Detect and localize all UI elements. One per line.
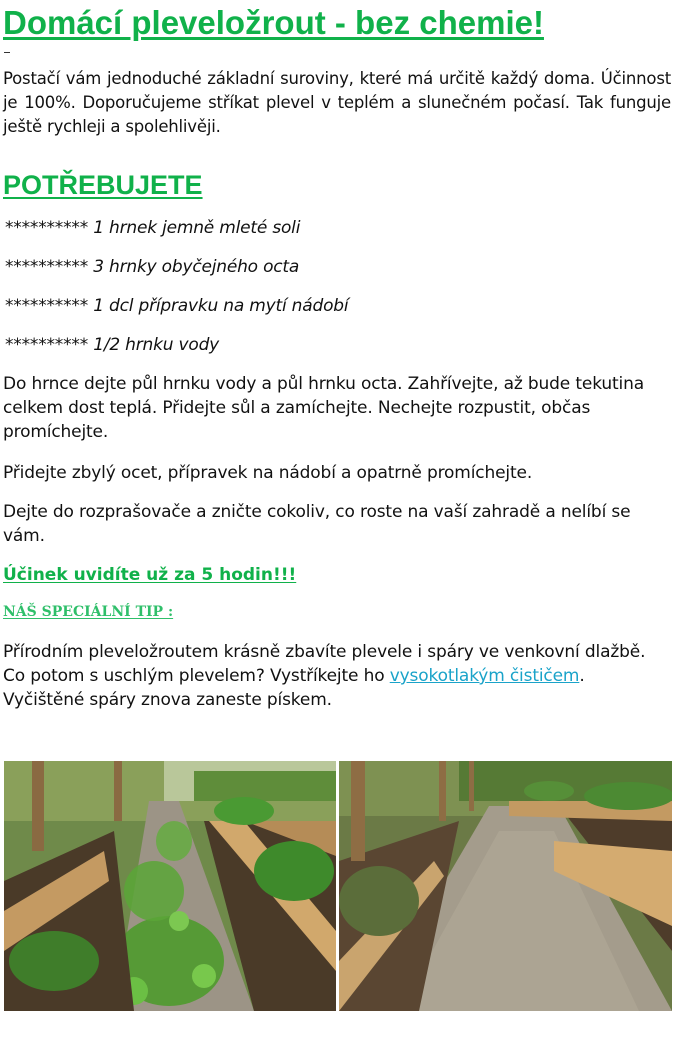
ingredient-item: ********** 1/2 hrnku vody (5, 335, 220, 355)
effect-highlight: Účinek uvidíte už za 5 hodin!!! (3, 565, 297, 585)
photo-before-weeds (4, 761, 336, 1011)
step-paragraph: Přidejte zbylý ocet, přípravek na nádobí a opatrně promíchejte. (3, 463, 533, 483)
tip-text-before: Přírodním pleveložroutem krásně zbavíte plevele i spáry ve venkovní dlažbě. Co potom s uschlým plevelem? Vystříkejte ho (3, 642, 646, 686)
tip-paragraph (3, 640, 671, 712)
ingredients-heading: POTŘEBUJETE (3, 170, 203, 200)
ingredient-item: ********** 3 hrnky obyčejného octa (5, 257, 300, 277)
intro-paragraph: Postačí vám jednoduché základní suroviny, které má určitě každý doma. Účinnost je 100%. Doporučujeme stříkat plevel v teplém a slunečném počasí. Tak funguje ještě rychleji a spolehlivěji. (3, 69, 671, 136)
ingredient-item: ********** 1 dcl přípravku na mytí nádobí (5, 296, 349, 316)
tip-text-after: . Vyčištěné spáry znova zaneste pískem. (3, 666, 585, 710)
photo-after-clean (339, 761, 672, 1011)
page-title: Domácí pleveložrout - bez chemie! (3, 4, 544, 41)
garden-after-illustration (339, 761, 672, 1011)
step-paragraph: Do hrnce dejte půl hrnku vody a půl hrnku octa. Zahřívejte, až bude tekutina celkem dost teplá. Přidejte sůl a zamíchejte. Nechejte rozpustit, občas promíchejte. (3, 374, 644, 442)
tip-heading: NÁŠ SPECIÁLNÍ TIP : (3, 604, 174, 620)
ingredient-item: ********** 1 hrnek jemně mleté soli (5, 218, 301, 238)
garden-before-illustration (4, 761, 336, 1011)
decorative-dash (4, 52, 10, 53)
pressure-washer-link[interactable]: vysokotlakým čističem (389, 666, 580, 686)
step-paragraph: Dejte do rozprašovače a zničte cokoliv, co roste na vaší zahradě a nelíbí se vám. (3, 502, 631, 546)
